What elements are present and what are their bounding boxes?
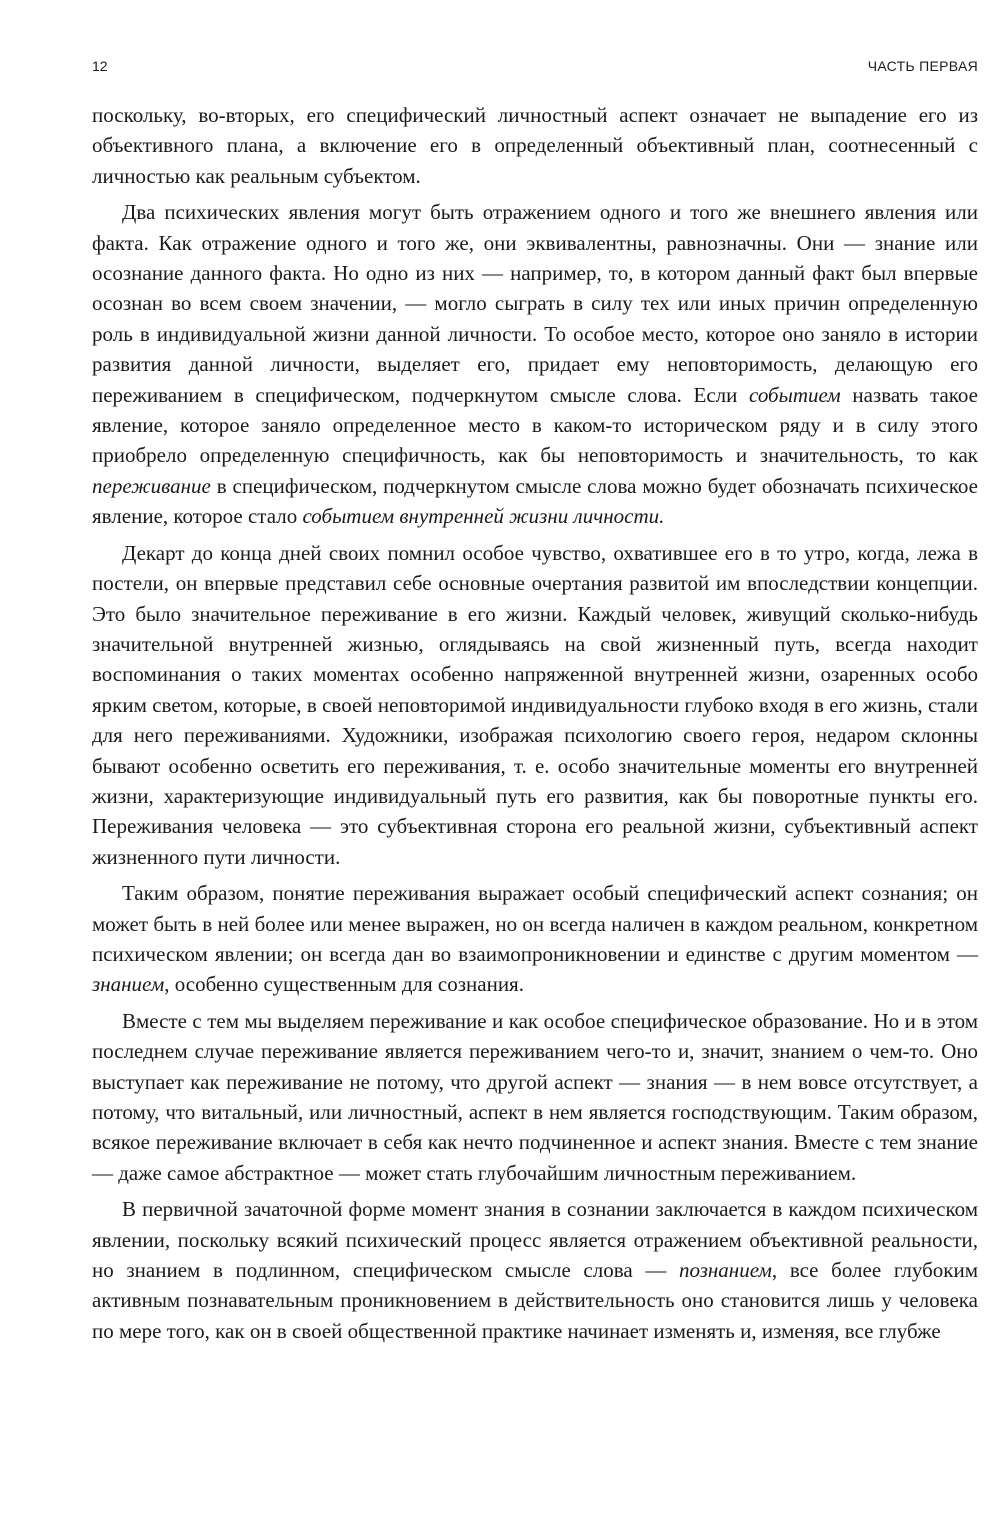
text-segment: , все более глубоким активным познавательным проникновением в действительность оно становится лишь у человека по мере того, как он в своей общественной практике начинает изменять и, изменяя, все глубже xyxy=(92,1258,978,1343)
paragraph-3 xyxy=(92,538,978,872)
body-text xyxy=(92,100,978,1346)
page-number: 12 xyxy=(92,58,108,74)
text-segment: Декарт до конца дней своих помнил особое чувство, охватившее его в то утро, когда, лежа в постели, он впервые представил себе основные очертания развитой им впоследствии концепции. Это было значительное переживание в его жизни. Каждый человек, живущий сколько-нибудь значительной внутренней жизнью, оглядываясь на свой жизненный путь, всегда находит воспоминания о таких моментах особенно напряженной внутренней жизни, озаренных особо ярким светом, которые, в своей неповторимой индивидуальности глубоко входя в его жизнь, стали для него переживаниями. Художники, изображая психологию своего героя, недаром склонны бывают особенно осветить его переживания, т. е. особо значительные моменты его внутренней жизни, характеризующие индивидуальный путь его развития, как бы поворотные пункты его. Переживания человека — это субъективная сторона его реальной жизни, субъективный аспект жизненного пути личности. xyxy=(92,540,978,869)
text-segment: Два психических явления могут быть отражением одного и того же внешнего явления или факта. Как отражение одного и того же, они эквивалентны, равнозначны. Они — знание или осознание данного факта. Но одно из них — например, то, в котором данный факт был впервые осознан во всем своем значении, — могло сыграть в силу тех или иных причин определенную роль в индивидуальной жизни данной личности. То особое место, которое оно заняло в истории развития данной личности, выделяет его, придает ему неповторимость, делающую его переживанием в специфическом, подчеркнутом смысле слова. Если xyxy=(92,200,978,407)
emphasis-term: событием внутренней жизни личности. xyxy=(302,504,665,529)
paragraph-6 xyxy=(92,1194,978,1346)
text-segment: , особенно существенным для сознания. xyxy=(164,972,524,997)
paragraph-5 xyxy=(92,1006,978,1188)
emphasis-term: событием xyxy=(749,382,841,407)
running-header xyxy=(92,58,978,82)
text-segment: поскольку, во-вторых, его специфический личностный аспект означает не выпадение его из объективного плана, а включение его в определенный объективный план, соотнесенный с личностью как реальным субъектом. xyxy=(92,103,978,188)
text-segment: В первичной зачаточной форме момент знания в сознании заключается в каждом психическом явлении, поскольку всякий психический процесс является отражением объективной реальности, но знанием в подлинном, специфическом смысле слова — xyxy=(92,1197,978,1283)
text-segment: назвать такое явление, которое заняло определенное место в каком-то историческом ряду и в силу этого приобрело определенную специфичность, как бы неповторимость и значительность, то как xyxy=(92,382,978,468)
paragraph-1 xyxy=(92,100,978,191)
emphasis-term: знанием xyxy=(92,972,165,997)
text-segment: в специфическом, подчеркнутом смысле слова можно будет обозначать психическое явление, которое стало xyxy=(92,473,978,529)
section-title: ЧАСТЬ ПЕРВАЯ xyxy=(867,58,978,74)
text-segment: Таким образом, понятие переживания выражает особый специфический аспект сознания; он может быть в ней более или менее выражен, но он всегда наличен в каждом реальном, конкретном психическом явлении; он всегда дан во взаимопроникновении и единстве с другим моментом — xyxy=(92,881,978,966)
emphasis-term: переживание xyxy=(92,473,211,498)
text-segment: Вместе с тем мы выделяем переживание и как особое специфическое образование. Но и в этом последнем случае переживание является переживанием чего-то и, значит, знанием о чем-то. Оно выступает как переживание не потому, что другой аспект — знания — в нем вовсе отсутствует, а потому, что витальный, или личностный, аспект в нем является господствующим. Таким образом, всякое переживание включает в себя как нечто подчиненное и аспект знания. Вместе с тем знание — даже самое абстрактное — может стать глубочайшим личностным переживанием. xyxy=(92,1008,978,1185)
paragraph-4 xyxy=(92,878,978,1000)
emphasis-term: познанием xyxy=(678,1258,772,1283)
paragraph-2 xyxy=(92,197,978,531)
